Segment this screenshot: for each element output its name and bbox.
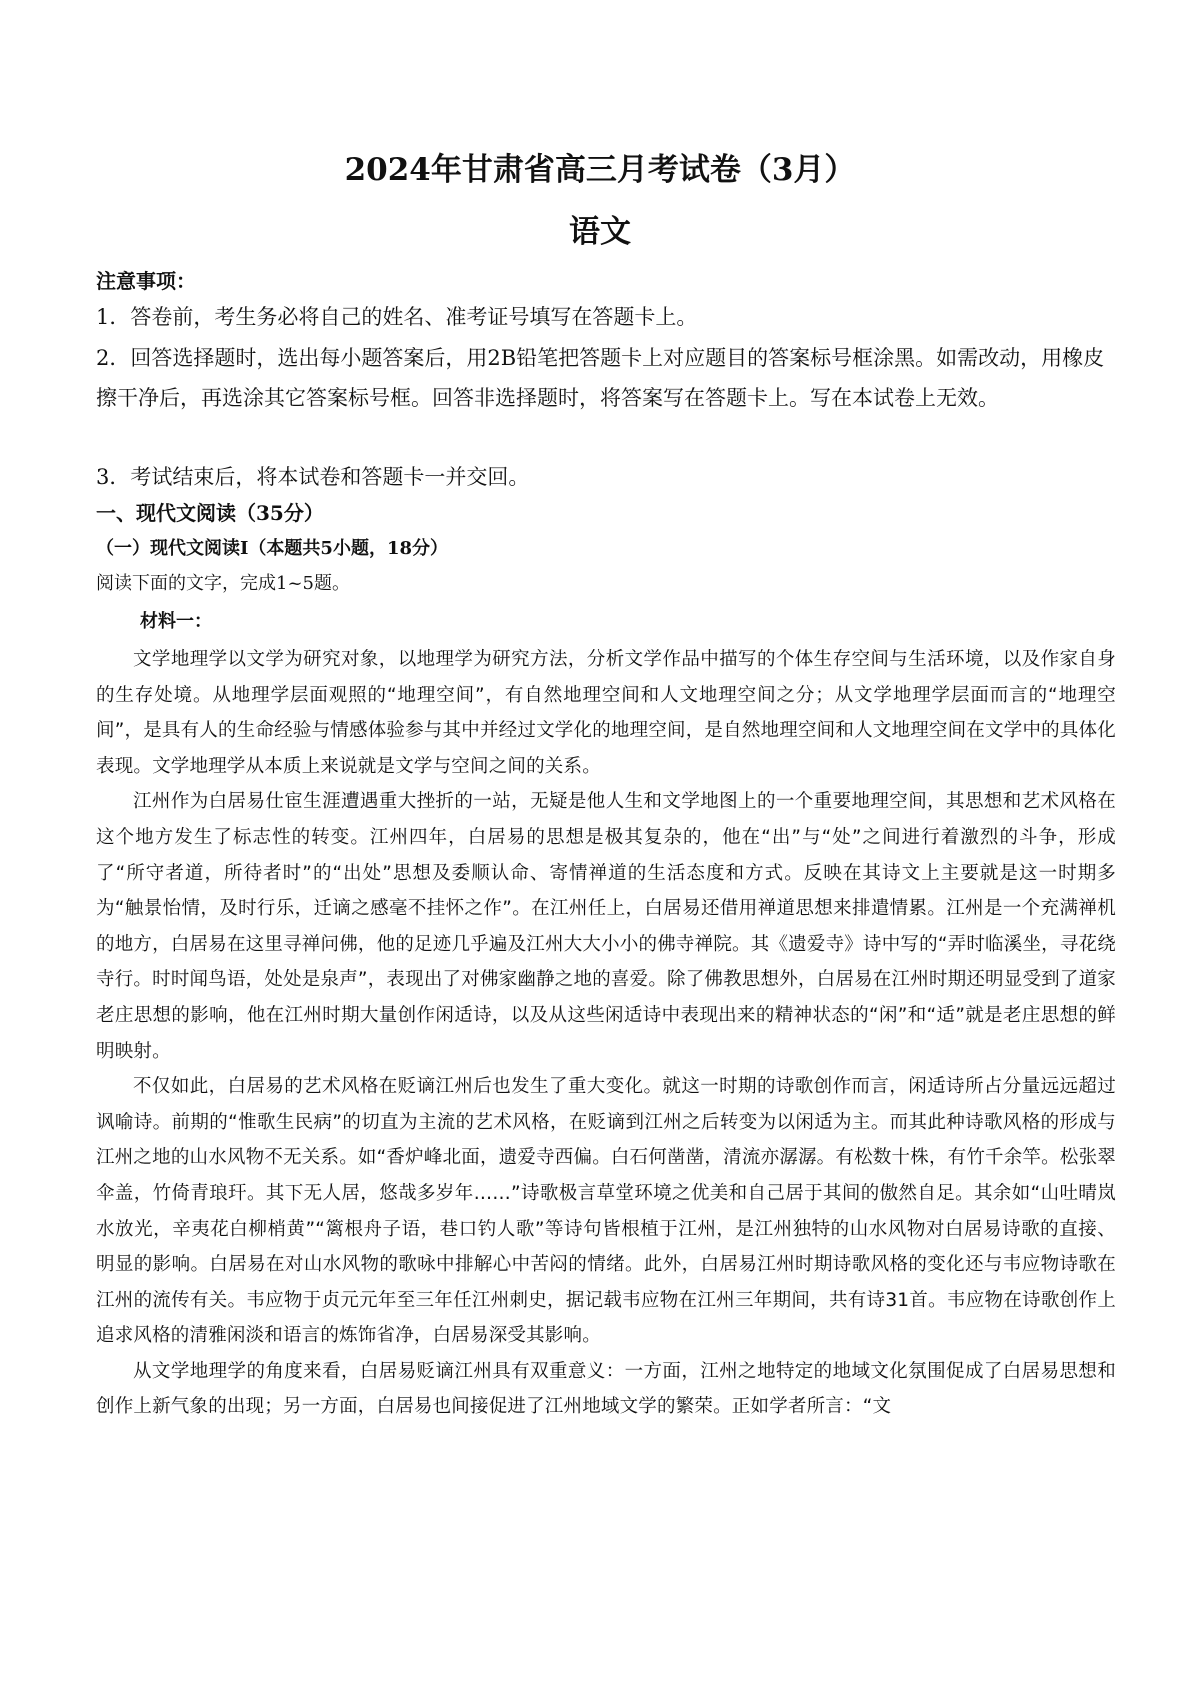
passage-paragraph: 江州作为白居易仕宦生涯遭遇重大挫折的一站，无疑是他人生和文学地图上的一个重要地理空间，其思想和艺术风格在这个地方发生了标志性的转变。江州四年，白居易的思想是极其复杂的，他在“出”与“处”之间进行着激烈的斗争，形成了“所守者道，所待者时”的“出处”思想及委顺认命、寄情禅道的生活态度和方式。反映在其诗文上主要就是这一时期多为“触景怡情，及时行乐，迁谪之感毫不挂怀之作”。在江州任上，白居易还借用禅道思想来排遣情累。江州是一个充满禅机的地方，白居易在这里寻禅问佛，他的足迹几乎遍及江州大大小小的佛寺禅院。其《遗爱寺》诗中写的“弄时临溪坐，寻花绕寺行。时时闻鸟语，处处是泉声”，表现出了对佛家幽静之地的喜爱。除了佛教思想外，白居易在江州时期还明显受到了道家老庄思想的影响，他在江州时期大量创作闲适诗，以及从这些闲适诗中表现出来的精神状态的“闲”和“适”就是老庄思想的鲜明映射。 [96, 791, 1116, 1062]
passage-paragraph: 不仅如此，白居易的艺术风格在贬谪江州后也发生了重大变化。就这一时期的诗歌创作而言，闲适诗所占分量远远超过讽喻诗。前期的“惟歌生民病”的切直为主流的艺术风格，在贬谪到江州之后转变为以闲适为主。而其此种诗歌风格的形成与江州之地的山水风物不无关系。如“香炉峰北面，遗爱寺西偏。白石何凿凿，清流亦潺潺。有松数十株，有竹千余竿。松张翠伞盖，竹倚青琅玕。其下无人居，悠哉多岁年……”诗歌极言草堂环境之优美和自己居于其间的傲然自足。其余如“山吐晴岚水放光，辛夷花白柳梢黄”“篱根舟子语，巷口钓人歌”等诗句皆根植于江州，是江州独特的山水风物对白居易诗歌的直接、明显的影响。白居易在对山水风物的歌咏中排解心中苦闷的情绪。此外，白居易江州时期诗歌风格的变化还与韦应物诗歌在江州的流传有关。韦应物于贞元元年至三年任江州刺史，据记载韦应物在江州三年期间，共有诗31首。韦应物在诗歌创作上追求风格的清雅闲淡和语言的炼饰省净，白居易深受其影响。 [96, 1076, 1116, 1347]
reading-instruction: 阅读下面的文字，完成1~5题。 [96, 573, 350, 594]
notice-item: 2．回答选择题时，选出每小题答案后，用2B铅笔把答题卡上对应题目的答案标号框涂黑。如需改动，用橡皮擦干净后，再选涂其它答案标号框。回答非选择题时，将答案写在答题卡上。写在本试卷上无效。 [96, 346, 1105, 410]
reading-passage [96, 642, 1116, 1425]
notice-item: 3．考试结束后，将本试卷和答题卡一并交回。 [96, 465, 530, 489]
section-heading: 一、现代文阅读（35分） [96, 501, 324, 525]
passage-paragraph: 文学地理学以文学为研究对象，以地理学为研究方法，分析文学作品中描写的个体生存空间与生活环境，以及作家自身的生存处境。从地理学层面观照的“地理空间”，有自然地理空间和人文地理空间之分；从文学地理学层面而言的“地理空间”，是具有人的生命经验与情感体验参与其中并经过文学化的地理空间，是自然地理空间和人文地理空间在文学中的具体化表现。文学地理学从本质上来说就是文学与空间之间的关系。 [96, 649, 1116, 777]
notice-item: 1．答卷前，考生务必将自己的姓名、准考证号填写在答题卡上。 [96, 305, 698, 329]
exam-title: 2024年甘肃省高三月考试卷（3月） [344, 152, 856, 188]
material-label: 材料一： [140, 611, 212, 632]
notice-heading: 注意事项： [96, 269, 196, 293]
passage-paragraph: 从文学地理学的角度来看，白居易贬谪江州具有双重意义：一方面，江州之地特定的地域文化氛围促成了白居易思想和创作上新气象的出现；另一方面，白居易也间接促进了江州地域文学的繁荣。正如学者所言：“文 [96, 1360, 1116, 1418]
subject-title: 语文 [569, 214, 631, 250]
section-subheading: （一）现代文阅读Ⅰ（本题共5小题，18分） [96, 538, 448, 559]
